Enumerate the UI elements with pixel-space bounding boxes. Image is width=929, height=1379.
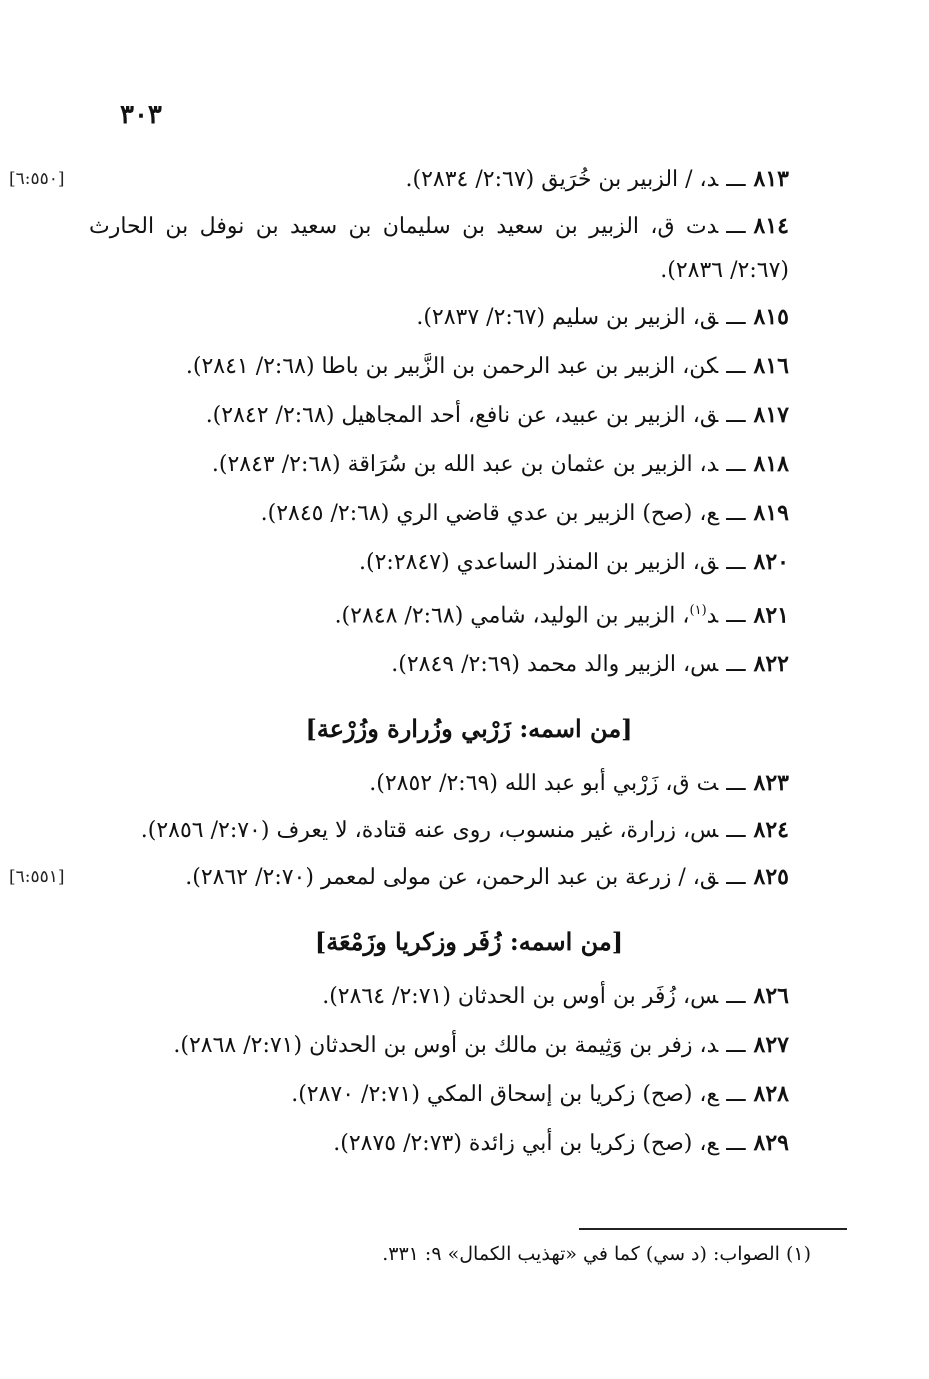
entry-number: ٨١٣ bbox=[753, 166, 789, 192]
entry-text: د، / الزبير بن خُرَيق (٢:٦٧/ ٢٨٣٤). bbox=[405, 167, 719, 192]
section-heading: [من اسمه: زَرْبي وزُرارة وزُرْعة] bbox=[305, 714, 633, 744]
list-item: ٨٢٩ـــع، (صح) زكريا بن أبي زائدة (٢:٧٣/ ٢٨٧٥). bbox=[333, 1130, 789, 1157]
entry-number: ٨١٨ bbox=[753, 451, 789, 477]
entry-text: دت ق، الزبير بن سعيد بن سليمان بن سعيد بن نوفل بن الحارث (٢:٦٧/ ٢٨٣٦). bbox=[89, 214, 789, 283]
entries-list bbox=[9, 155, 789, 1168]
list-item: ٨١٧ـــق، الزبير بن عبيد، عن نافع، أحد المجاهيل (٢:٦٨/ ٢٨٤٢). bbox=[205, 402, 789, 428]
entry-number: ٨٢٨ bbox=[753, 1081, 789, 1108]
entry-text: ق، الزبير بن المنذر الساعدي (٢:٢٨٤٧). bbox=[359, 550, 719, 575]
list-item: ٨١٥ـــق، الزبير بن سليم (٢:٦٧/ ٢٨٣٧). bbox=[416, 304, 789, 330]
entry-text: س، الزبير والد محمد (٢:٦٩/ ٢٨٤٩). bbox=[391, 652, 719, 678]
entry-text: ع، (صح) زكريا بن أبي زائدة (٢:٧٣/ ٢٨٧٥). bbox=[333, 1131, 719, 1157]
list-item: ٨٢٨ـــع، (صح) زكريا بن إسحاق المكي (٢:٧١/ ٢٨٧٠). bbox=[291, 1081, 789, 1108]
page-number: ٣٠٣ bbox=[120, 100, 162, 130]
list-item: ٨٢٣ـــت ق، زَرْبي أبو عبد الله (٢:٦٩/ ٢٨٥٢). bbox=[369, 770, 789, 797]
entry-number: ٨١٩ bbox=[753, 500, 789, 526]
entry-text: ع، (صح) الزبير بن عدي قاضي الري (٢:٦٨/ ٢٨٤٥). bbox=[260, 501, 719, 526]
entry-text: ، الزبير بن الوليد، شامي (٢:٦٨/ ٢٨٤٨). bbox=[334, 603, 690, 629]
entry-text: ق، الزبير بن سليم (٢:٦٧/ ٢٨٣٧). bbox=[416, 305, 719, 330]
entry-number: ٨١٥ bbox=[753, 304, 789, 330]
entry-text: س، زُفَر بن أوس بن الحدثان (٢:٧١/ ٢٨٦٤). bbox=[322, 984, 719, 1010]
volume-ref: [٦:٥٥١] bbox=[9, 867, 65, 888]
entry-text: ق، الزبير بن عبيد، عن نافع، أحد المجاهيل (٢:٦٨/ ٢٨٤٢). bbox=[205, 403, 719, 428]
footnote: (١) الصواب: (د سي) كما في «تهذيب الكمال» ٩: ٣٣١. bbox=[382, 1243, 811, 1265]
list-item: ٨١٣ـــد، / الزبير بن خُرَيق (٢:٦٧/ ٢٨٣٤). [٦:٥٥٠] bbox=[89, 155, 789, 204]
volume-ref: [٦:٥٥٠] bbox=[9, 169, 65, 189]
entry-text: ت ق، زَرْبي أبو عبد الله (٢:٦٩/ ٢٨٥٢). bbox=[369, 771, 719, 797]
list-item: ٨٢٢ـــس، الزبير والد محمد (٢:٦٩/ ٢٨٤٩). bbox=[391, 651, 789, 678]
list-item: ٨١٩ـــع، (صح) الزبير بن عدي قاضي الري (٢:٦٨/ ٢٨٤٥). bbox=[260, 500, 789, 526]
list-item: ٨٢٥ـــق، / زرعة بن عبد الرحمن، عن مولى لمعمر (٢:٧٠/ ٢٨٦٢). [٦:٥٥١] bbox=[89, 853, 789, 902]
entry-number: ٨٢٧ bbox=[753, 1032, 789, 1059]
entry-text: ع، (صح) زكريا بن إسحاق المكي (٢:٧١/ ٢٨٧٠). bbox=[291, 1082, 719, 1108]
entry-text: د، الزبير بن عثمان بن عبد الله بن سُرَاقة (٢:٦٨/ ٢٨٤٣). bbox=[211, 452, 719, 477]
entry-number: ٨٢١ bbox=[753, 602, 789, 629]
footnote-divider bbox=[579, 1228, 847, 1230]
list-item: ٨٢٤ـــس، زرارة، غير منسوب، روى عنه قتادة، لا يعرف (٢:٧٠/ ٢٨٥٦). bbox=[140, 817, 789, 844]
entry-number: ٨١٧ bbox=[753, 402, 789, 428]
entry-number: ٨٢٦ bbox=[753, 983, 789, 1010]
entry-number: ٨٢٠ bbox=[753, 549, 789, 575]
entry-number: ٨٢٢ bbox=[753, 651, 789, 678]
entry-number: ٨٢٤ bbox=[753, 817, 789, 844]
entry-text-prefix: د bbox=[706, 603, 719, 629]
list-item: ٨١٦ـــكن، الزبير بن عبد الرحمن بن الزَّبير بن باطا (٢:٦٨/ ٢٨٤١). bbox=[185, 353, 789, 379]
entry-number: ٨٢٥ bbox=[753, 864, 789, 891]
entry-text: د، زفر بن وَثِيمة بن مالك بن أوس بن الحدثان (٢:٧١/ ٢٨٦٨). bbox=[173, 1033, 719, 1059]
entry-text: ق، / زرعة بن عبد الرحمن، عن مولى لمعمر (٢:٧٠/ ٢٨٦٢). bbox=[185, 865, 719, 891]
entry-number: ٨٢٣ bbox=[753, 770, 789, 797]
footnote-marker: (١) bbox=[689, 603, 707, 618]
list-item: ٨١٤ـــدت ق، الزبير بن سعيد بن سليمان بن سعيد بن نوفل بن الحارث (٢:٦٧/ ٢٨٣٦). bbox=[89, 213, 789, 283]
entry-number: ٨١٦ bbox=[753, 353, 789, 379]
list-item: ٨٢٦ـــس، زُفَر بن أوس بن الحدثان (٢:٧١/ ٢٨٦٤). bbox=[322, 983, 789, 1010]
section-heading: [من اسمه: زُفَر وزكريا وزَمْعَة] bbox=[314, 927, 624, 957]
entry-text: س، زرارة، غير منسوب، روى عنه قتادة، لا يعرف (٢:٧٠/ ٢٨٥٦). bbox=[140, 818, 719, 844]
list-item: ٨٢١ـــد$^{(١)}$، الزبير بن الوليد، شامي (٢:٦٨/ ٢٨٤٨). bbox=[334, 602, 789, 629]
list-item: ٨٢٧ـــد، زفر بن وَثِيمة بن مالك بن أوس بن الحدثان (٢:٧١/ ٢٨٦٨). bbox=[173, 1032, 789, 1059]
entry-text: كن، الزبير بن عبد الرحمن بن الزَّبير بن باطا (٢:٦٨/ ٢٨٤١). bbox=[185, 354, 719, 379]
entry-number: ٨٢٩ bbox=[753, 1130, 789, 1157]
list-item: ٨١٨ـــد، الزبير بن عثمان بن عبد الله بن سُرَاقة (٢:٦٨/ ٢٨٤٣). bbox=[211, 451, 789, 477]
entry-number: ٨١٤ bbox=[753, 213, 789, 239]
list-item: ٨٢٠ـــق، الزبير بن المنذر الساعدي (٢:٢٨٤٧). bbox=[359, 549, 789, 575]
